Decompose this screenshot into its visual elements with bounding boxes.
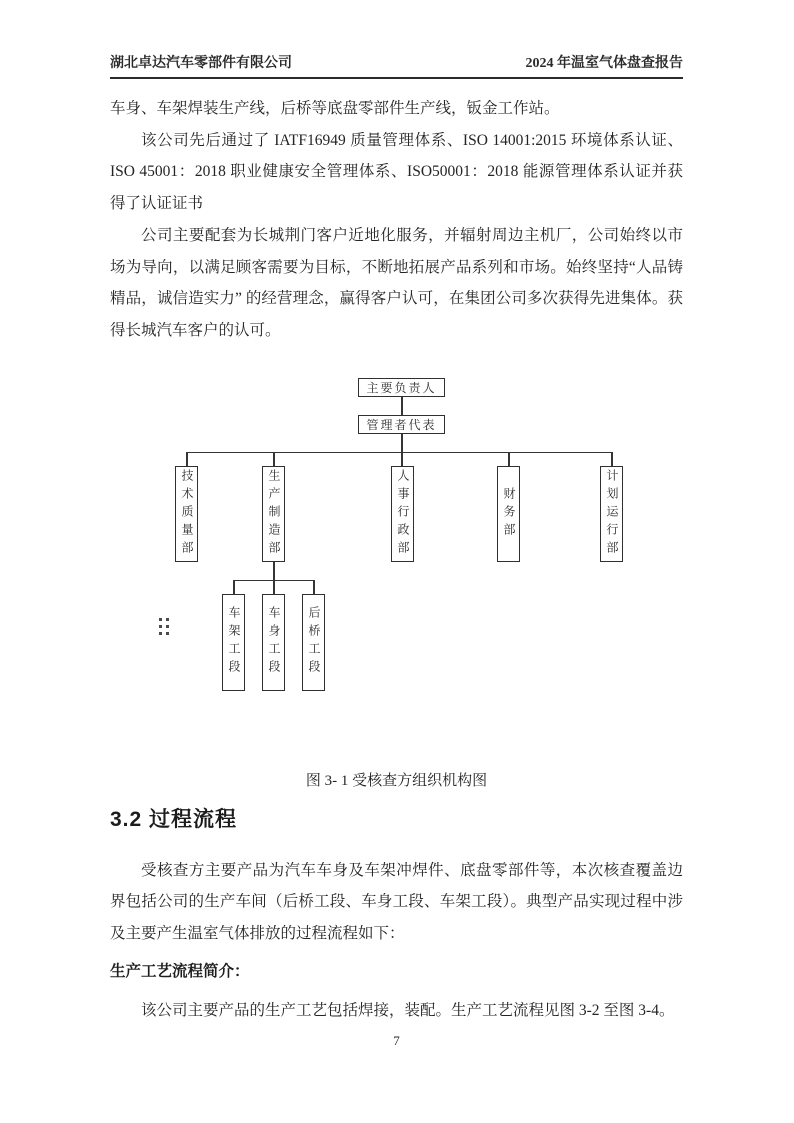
header-report-title: 2024 年温室气体盘查报告 [525, 56, 683, 71]
section-heading-3-2: 3.2 过程流程 [110, 807, 238, 831]
header-company-name: 湖北卓达汽车零部件有限公司 [110, 56, 292, 71]
org-box-management-rep-label: 管理者代表 [366, 417, 437, 432]
org-box-management-rep [358, 415, 445, 434]
org-box-section-rear-axle [302, 594, 325, 691]
connector-line [611, 452, 613, 466]
process-intro-label: 生产工艺流程简介： [110, 962, 250, 980]
page-number: 7 [393, 1033, 400, 1049]
org-box-dept-finance [497, 466, 520, 562]
six-dot-handle-icon [159, 618, 169, 635]
paragraph-verification-scope: 受核查方主要产品为汽车车身及车架冲焊件、底盘零部件等，本次核查覆盖边界包括公司的生产车间（后桥工段、车身工段、车架工段）。典型产品实现过程中涉及主要产生温室气体排放的过程流程如下： [110, 861, 683, 943]
connector-line [186, 452, 188, 466]
org-box-section-rear-axle-label: 后桥工段 [307, 606, 321, 679]
connector-line [233, 580, 235, 594]
connector-line [401, 397, 403, 415]
page-header [110, 0, 683, 79]
connector-line [401, 434, 403, 466]
org-box-dept-planning-label: 计划运行部 [605, 468, 619, 559]
page-content [110, 0, 683, 1049]
connector-line [508, 452, 510, 466]
org-chart [110, 371, 683, 693]
org-box-dept-hr-admin-label: 人事行政部 [396, 468, 410, 559]
paragraph-certifications: 该公司先后通过了 IATF16949 质量管理体系、ISO 14001:2015 环境体系认证、ISO 45001：2018 职业健康安全管理体系、ISO50001：2018 能源管理体系认证并获得了认证证书 [110, 131, 683, 213]
org-box-dept-planning [600, 466, 623, 562]
org-box-section-frame-label: 车架工段 [227, 606, 241, 679]
connector-line [186, 452, 612, 454]
org-box-dept-tech-quality-label: 技术质量部 [180, 468, 194, 559]
paragraph-process-overview: 该公司主要产品的生产工艺包括焊接，装配。生产工艺流程见图 3-2 至图 3-4。 [141, 1002, 675, 1020]
org-box-dept-finance-label: 财务部 [502, 486, 516, 541]
org-box-dept-tech-quality [175, 466, 198, 562]
org-box-dept-production [262, 466, 285, 562]
connector-line [273, 452, 275, 466]
org-box-dept-hr-admin [391, 466, 414, 562]
org-box-top-leader-label: 主要负责人 [366, 380, 437, 395]
connector-line [273, 562, 275, 581]
org-box-top-leader [358, 378, 445, 397]
org-box-section-body [262, 594, 285, 691]
figure-caption: 图 3- 1 受核查方组织机构图 [305, 772, 488, 789]
paragraph-company-market: 公司主要配套为长城荆门客户近地化服务，并辐射周边主机厂，公司始终以市场为导向，以满足顾客需要为目标，不断地拓展产品系列和市场。始终坚持“人品铸精品，诚信造实力” 的经营理念，赢得客户认可，在集团公司多次获得先进集体。获得长城汽车客户的认可。 [110, 226, 683, 339]
connector-line [313, 580, 315, 594]
paragraph-production-lines: 车身、车架焊装生产线，后桥等底盘零部件生产线，钣金工作站。 [110, 100, 560, 117]
connector-line [273, 580, 275, 594]
org-box-section-body-label: 车身工段 [267, 606, 281, 679]
org-box-section-frame [222, 594, 245, 691]
org-box-dept-production-label: 生产制造部 [267, 468, 281, 559]
